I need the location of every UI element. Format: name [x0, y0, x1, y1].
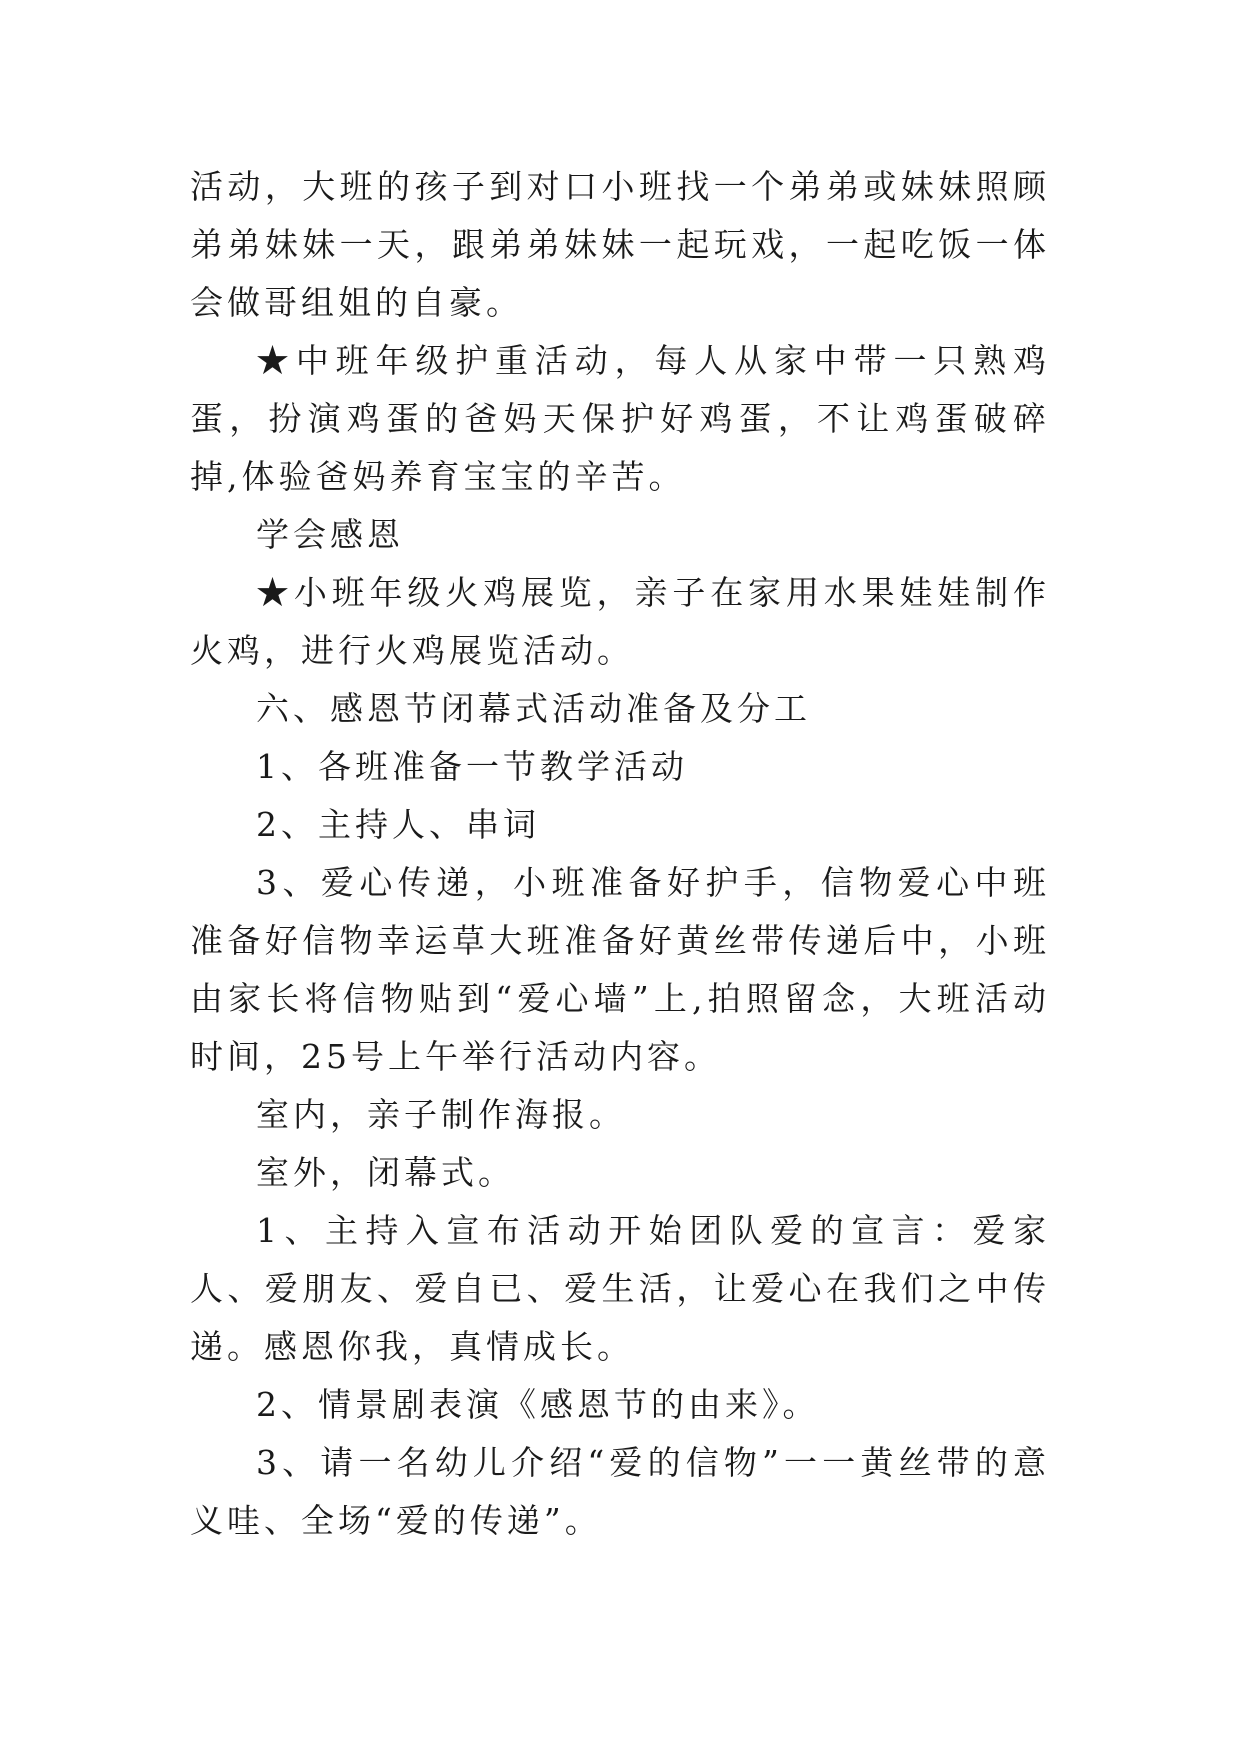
list-item: 3、爱心传递，小班准备好护手，信物爱心中班准备好信物幸运草大班准备好黄丝带传递后中，小班由家长将信物贴到“爱心墙”上,拍照留念，大班活动时间，25号上午举行活动内容。 — [190, 863, 1050, 1076]
list-item: 3、请一名幼儿介绍“爱的信物”一一黄丝带的意义哇、全场“爱的传递”。 — [190, 1443, 1050, 1540]
paragraph: ★中班年级护重活动，每人从家中带一只熟鸡蛋，扮演鸡蛋的爸妈天保护好鸡蛋，不让鸡蛋破碎掉,体验爸妈养育宝宝的辛苦。 — [190, 341, 1050, 496]
paragraph: 室外，闭幕式。 — [256, 1153, 515, 1192]
document-body — [190, 158, 1050, 1550]
list-item: 1、各班准备一节教学活动 — [256, 747, 688, 786]
paragraph: ★小班年级火鸡展览，亲子在家用水果娃娃制作火鸡，进行火鸡展览活动。 — [190, 573, 1050, 670]
section-heading: 学会感恩 — [256, 515, 404, 554]
paragraph: 室内，亲子制作海报。 — [256, 1095, 626, 1134]
section-heading: 六、感恩节闭幕式活动准备及分工 — [256, 689, 811, 728]
list-item: 2、主持人、串词 — [256, 805, 540, 844]
paragraph: 活动，大班的孩子到对口小班找一个弟弟或妹妹照顾弟弟妹妹一天，跟弟弟妹妹一起玩戏，一起吃饭一体会做哥组姐的自豪。 — [190, 167, 1050, 322]
list-item: 2、情景剧表演《感恩节的由来》。 — [256, 1385, 820, 1424]
list-item: 1、主持入宣布活动开始团队爱的宣言：爱家人、爱朋友、爱自已、爱生活，让爱心在我们之中传递。感恩你我，真情成长。 — [190, 1211, 1050, 1366]
